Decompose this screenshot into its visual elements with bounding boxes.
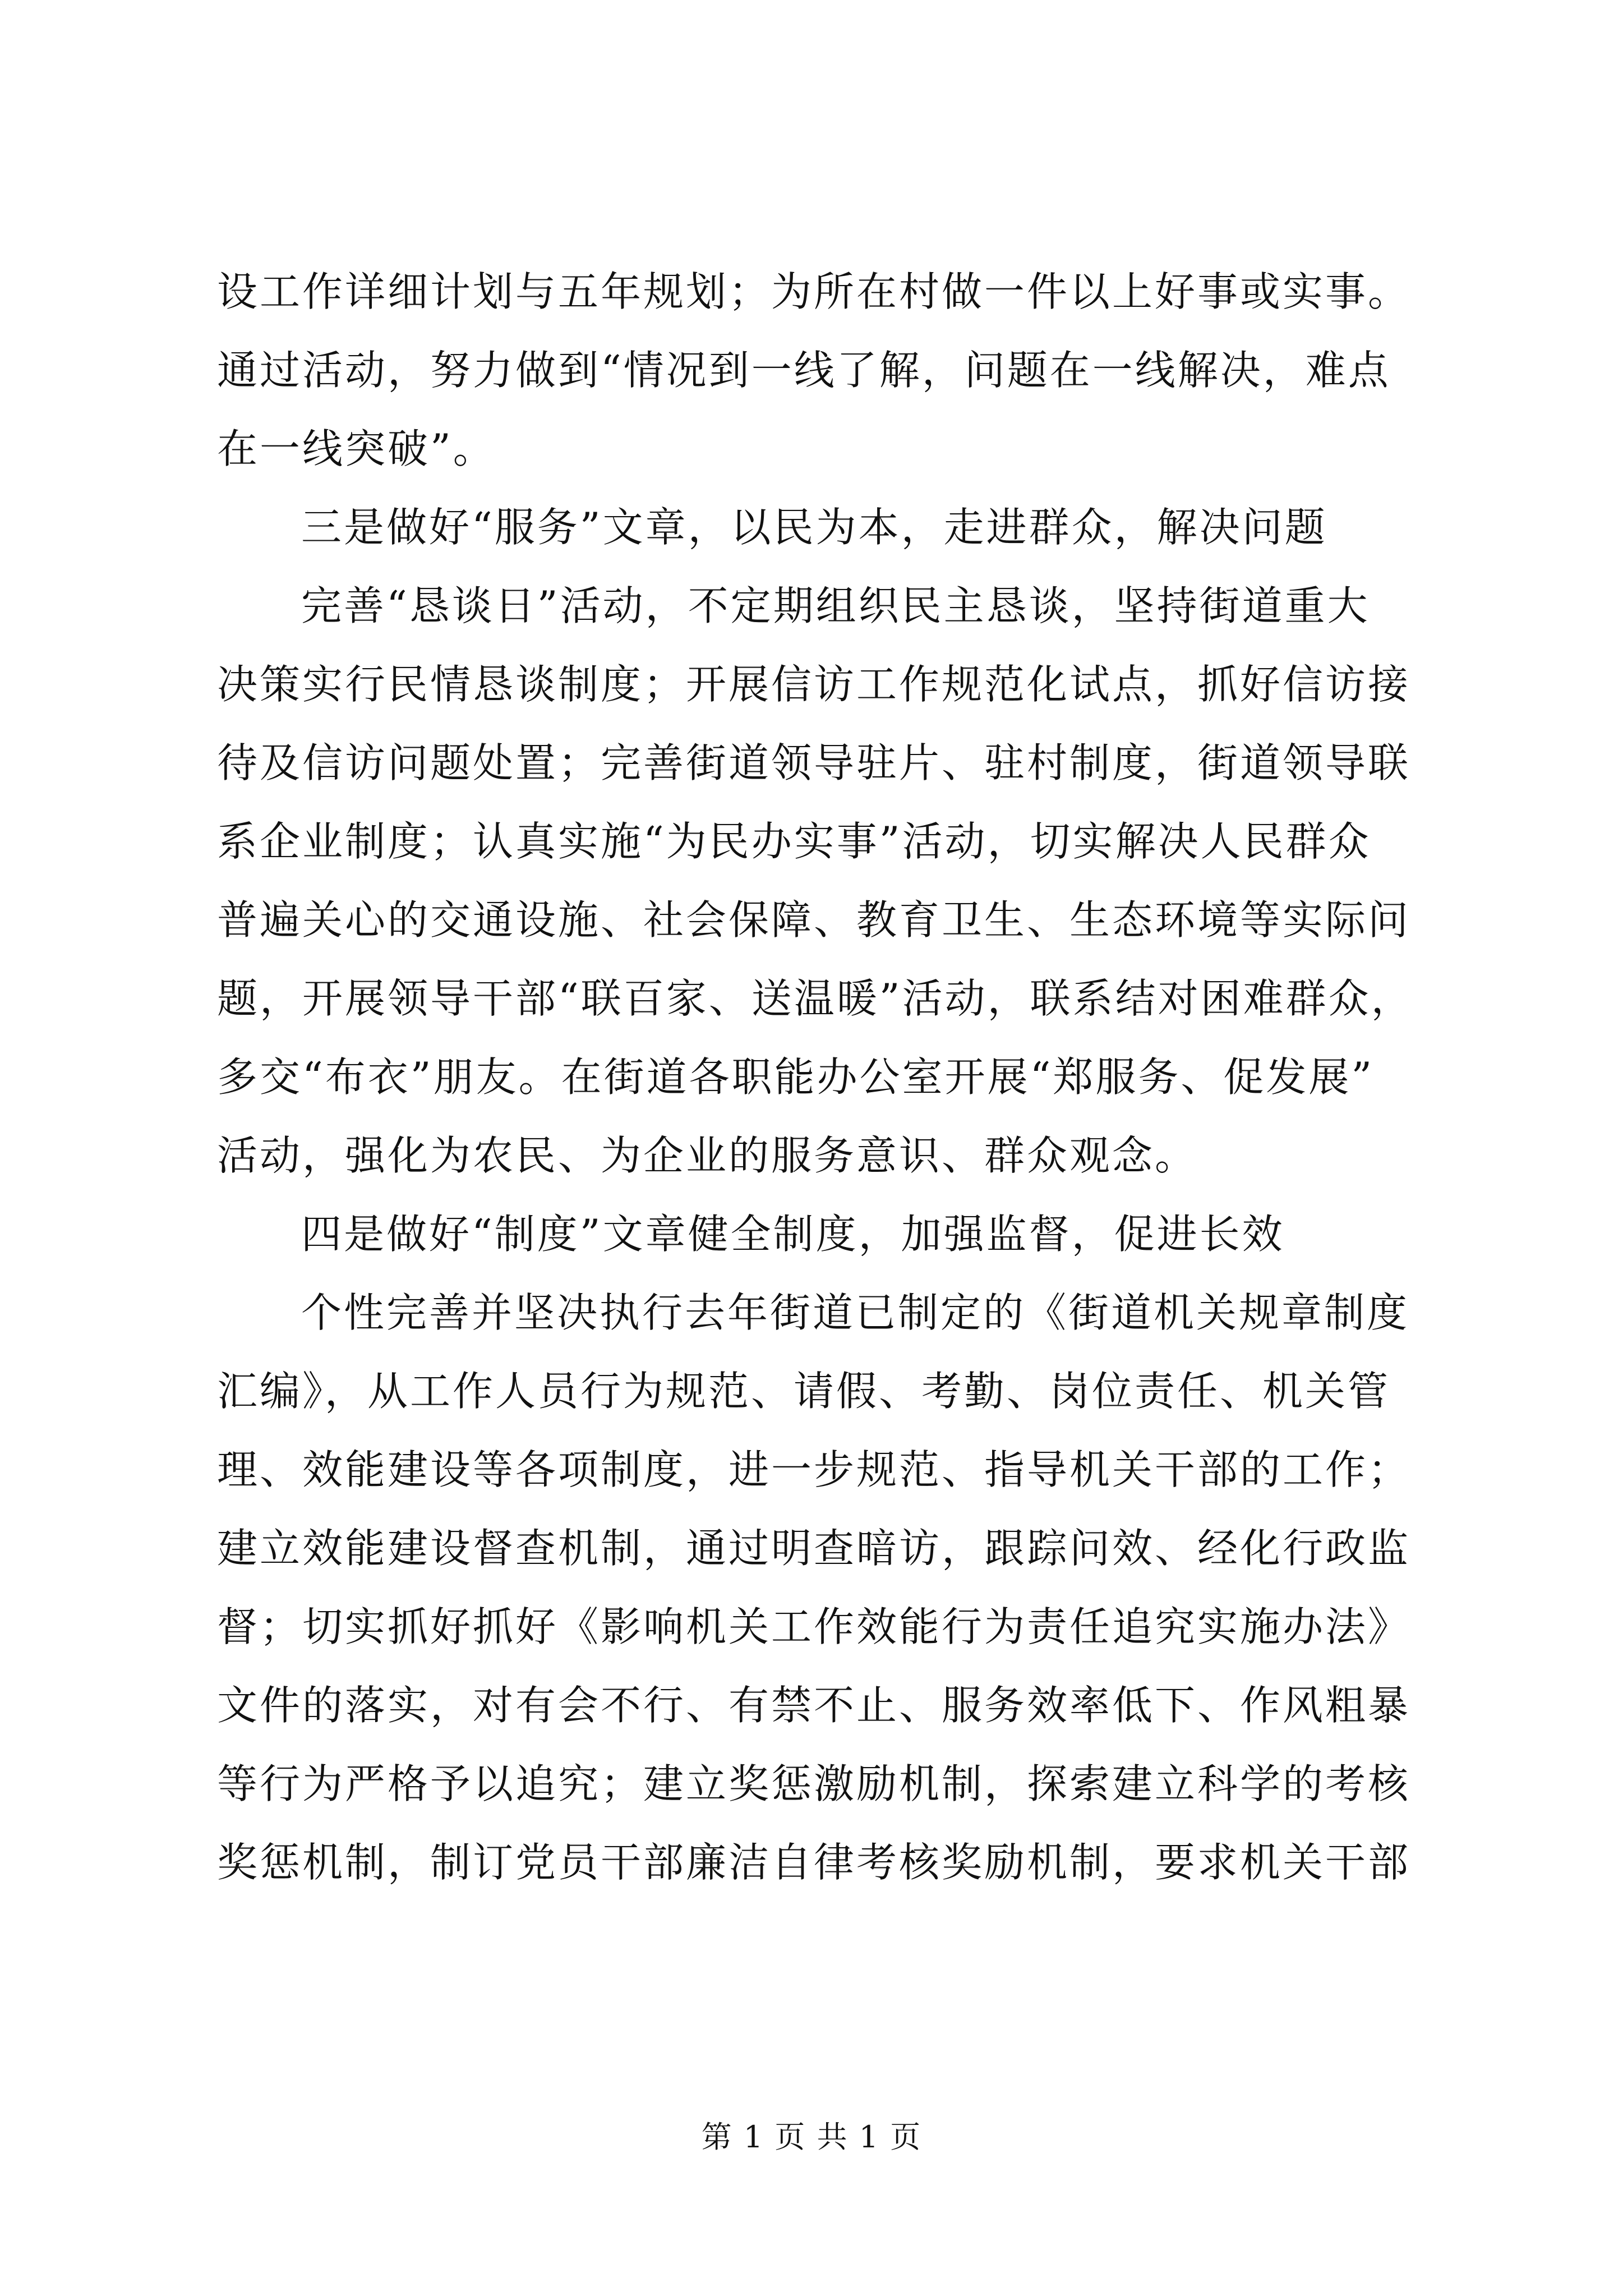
text-line: 汇编》，从工作人员行为规范、请假、考勤、岗位责任、机关管 (217, 1368, 1391, 1415)
text-line: 奖惩机制，制订党员干部廉洁自律考核奖励机制，要求机关干部 (217, 1839, 1411, 1886)
text-line: 等行为严格予以追究；建立奖惩激励机制，探索建立科学的考核 (217, 1760, 1411, 1807)
text-line: 文件的落实，对有会不行、有禁不止、服务效率低下、作风粗暴 (217, 1682, 1411, 1729)
text-line: 决策实行民情恳谈制度；开展信访工作规范化试点，抓好信访接 (217, 661, 1411, 708)
text-line: 待及信访问题处置；完善街道领导驻片、驻村制度，街道领导联 (217, 739, 1411, 786)
page-number-footer: 第 1 页 共 1 页 (701, 2119, 922, 2155)
text-line: 督；切实抓好抓好《影响机关工作效能行为责任追究实施办法》 (217, 1603, 1411, 1650)
text-line: 设工作详细计划与五年规划；为所在村做一件以上好事或实事。 (217, 268, 1411, 315)
text-line: 多交“布衣”朋友。在街道各职能办公室开展“郑服务、促发展” (217, 1053, 1375, 1101)
text-line: 题，开展领导干部“联百家、送温暖”活动，联系结对困难群众， (217, 975, 1414, 1022)
paragraph-start: 完善“恳谈日”活动，不定期组织民主恳谈，坚持街道重大 (301, 582, 1370, 629)
section-heading: 四是做好“制度”文章健全制度，加强监督，促进长效 (301, 1211, 1285, 1258)
paragraph-start: 个性完善并坚决执行去年街道已制定的《街道机关规章制度 (301, 1289, 1410, 1336)
text-line: 活动，强化为农民、为企业的服务意识、群众观念。 (217, 1132, 1198, 1179)
text-line: 通过活动，努力做到“情况到一线了解，问题在一线解决，难点 (217, 347, 1391, 394)
text-line: 系企业制度；认真实施“为民办实事”活动，切实解决人民群众 (217, 818, 1371, 865)
section-heading: 三是做好“服务”文章，以民为本，走进群众，解决问题 (301, 504, 1327, 551)
document-body (217, 252, 1428, 1902)
text-line: 在一线突破”。 (217, 425, 496, 472)
text-line: 理、效能建设等各项制度，进一步规范、指导机关干部的工作； (217, 1446, 1411, 1493)
text-line: 建立效能建设督查机制，通过明查暗访，跟踪问效、经化行政监 (217, 1525, 1411, 1572)
text-line: 普遍关心的交通设施、社会保障、教育卫生、生态环境等实际问 (217, 896, 1411, 944)
